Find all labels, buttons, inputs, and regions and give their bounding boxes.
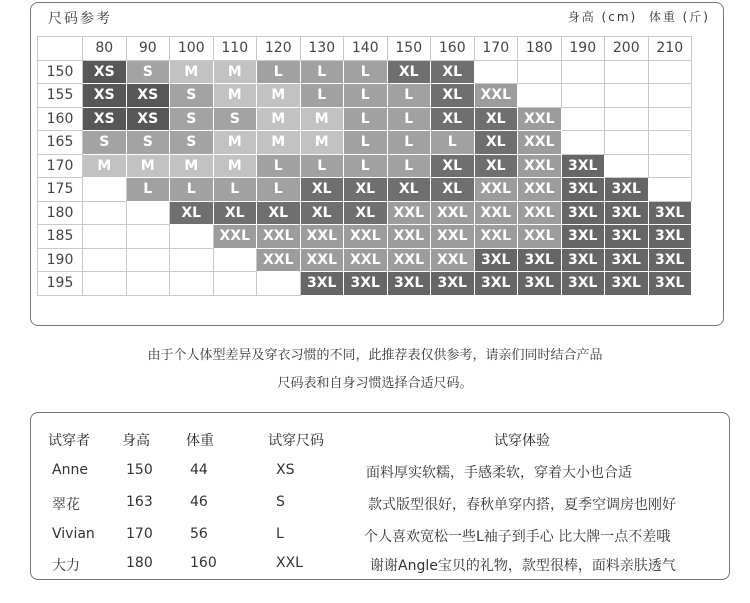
size-row bbox=[38, 154, 692, 178]
size-cell: M bbox=[170, 60, 214, 84]
size-row bbox=[38, 201, 692, 225]
size-cell bbox=[126, 201, 170, 225]
size-cell bbox=[474, 60, 518, 84]
weight-header: 130 bbox=[300, 37, 344, 61]
size-cell: 3XL bbox=[561, 178, 605, 202]
size-cell: S bbox=[170, 84, 214, 108]
size-cell: M bbox=[170, 154, 214, 178]
trial-name: Vivian bbox=[52, 526, 95, 542]
trial-name: 大力 bbox=[52, 558, 80, 574]
trial-weight: 46 bbox=[190, 494, 208, 510]
size-cell: 3XL bbox=[648, 225, 692, 249]
size-cell bbox=[126, 272, 170, 296]
size-cell bbox=[561, 84, 605, 108]
size-cell bbox=[170, 248, 214, 272]
size-cell bbox=[605, 154, 649, 178]
size-cell: XXL bbox=[474, 84, 518, 108]
size-cell: L bbox=[257, 178, 301, 202]
size-cell: XXL bbox=[431, 201, 475, 225]
size-cell: XS bbox=[83, 107, 127, 131]
size-cell bbox=[648, 60, 692, 84]
size-cell: XXL bbox=[474, 178, 518, 202]
size-cell bbox=[213, 248, 257, 272]
size-cell: M bbox=[83, 154, 127, 178]
size-cell: 3XL bbox=[344, 272, 388, 296]
size-cell: XXL bbox=[518, 154, 562, 178]
size-cell: XL bbox=[344, 178, 388, 202]
size-cell: L bbox=[431, 131, 475, 155]
size-cell: XL bbox=[474, 107, 518, 131]
trial-size: S bbox=[276, 494, 285, 510]
size-cell: XXL bbox=[300, 225, 344, 249]
weight-header: 140 bbox=[344, 37, 388, 61]
size-cell bbox=[126, 225, 170, 249]
note-line-1: 由于个人体型差异及穿衣习惯的不同，此推荐表仅供参考，请亲们同时结合产品 bbox=[147, 348, 603, 363]
height-header: 185 bbox=[38, 225, 83, 249]
size-cell bbox=[561, 107, 605, 131]
size-cell: XL bbox=[387, 178, 431, 202]
trial-size: L bbox=[276, 526, 284, 542]
size-cell: 3XL bbox=[387, 272, 431, 296]
size-cell: 3XL bbox=[518, 272, 562, 296]
size-cell: 3XL bbox=[605, 201, 649, 225]
size-cell: 3XL bbox=[648, 248, 692, 272]
size-cell: XL bbox=[257, 201, 301, 225]
size-table bbox=[37, 36, 692, 296]
weight-header: 170 bbox=[474, 37, 518, 61]
weight-header: 190 bbox=[561, 37, 605, 61]
size-row bbox=[38, 272, 692, 296]
size-row bbox=[38, 84, 692, 108]
weight-header: 200 bbox=[605, 37, 649, 61]
size-cell: XL bbox=[474, 131, 518, 155]
trial-height: 150 bbox=[126, 462, 153, 478]
weight-header: 180 bbox=[518, 37, 562, 61]
size-cell: L bbox=[257, 60, 301, 84]
size-cell: 3XL bbox=[605, 225, 649, 249]
size-cell: S bbox=[170, 107, 214, 131]
size-cell: XL bbox=[387, 60, 431, 84]
size-cell: 3XL bbox=[648, 272, 692, 296]
size-cell: M bbox=[213, 84, 257, 108]
size-cell: 3XL bbox=[605, 272, 649, 296]
header-size: 试穿尺码 bbox=[268, 433, 324, 449]
size-cell: XS bbox=[83, 60, 127, 84]
trial-weight: 44 bbox=[190, 462, 208, 478]
size-cell bbox=[213, 272, 257, 296]
weight-header: 90 bbox=[126, 37, 170, 61]
chart-axis-note: 身高 (cm) 体重 (斤) bbox=[567, 10, 710, 24]
size-row bbox=[38, 107, 692, 131]
size-cell: L bbox=[387, 84, 431, 108]
size-cell: L bbox=[300, 154, 344, 178]
size-cell: XXL bbox=[518, 178, 562, 202]
header-weight: 体重 bbox=[186, 433, 214, 449]
size-cell: M bbox=[213, 60, 257, 84]
trial-name: 翠花 bbox=[52, 497, 80, 513]
size-cell: XXL bbox=[431, 225, 475, 249]
height-header: 170 bbox=[38, 154, 83, 178]
height-header: 150 bbox=[38, 60, 83, 84]
size-cell: 3XL bbox=[561, 272, 605, 296]
size-cell: L bbox=[387, 154, 431, 178]
size-cell: XXL bbox=[344, 225, 388, 249]
size-cell: 3XL bbox=[474, 248, 518, 272]
size-cell bbox=[83, 225, 127, 249]
size-cell: 3XL bbox=[518, 248, 562, 272]
size-cell: M bbox=[300, 131, 344, 155]
size-cell bbox=[83, 178, 127, 202]
size-cell: S bbox=[126, 60, 170, 84]
size-row bbox=[38, 131, 692, 155]
trial-height: 163 bbox=[126, 494, 153, 510]
size-row bbox=[38, 248, 692, 272]
size-cell: XL bbox=[344, 201, 388, 225]
size-cell: L bbox=[126, 178, 170, 202]
size-cell bbox=[83, 272, 127, 296]
size-cell: XL bbox=[474, 154, 518, 178]
size-cell: XXL bbox=[387, 201, 431, 225]
size-cell: M bbox=[213, 154, 257, 178]
size-cell bbox=[648, 154, 692, 178]
height-header: 175 bbox=[38, 178, 83, 202]
size-cell bbox=[561, 60, 605, 84]
size-cell: M bbox=[213, 131, 257, 155]
header-height: 身高 bbox=[122, 433, 150, 449]
trial-feedback: 面料厚实软糯，手感柔软，穿着大小也合适 bbox=[366, 465, 632, 481]
size-cell: XXL bbox=[518, 107, 562, 131]
trial-size: XS bbox=[276, 462, 295, 478]
size-cell: XXL bbox=[474, 201, 518, 225]
size-cell: L bbox=[387, 107, 431, 131]
size-cell: L bbox=[344, 107, 388, 131]
size-cell: 3XL bbox=[648, 201, 692, 225]
size-cell: XXL bbox=[257, 225, 301, 249]
corner-cell bbox=[38, 37, 83, 61]
size-cell bbox=[648, 178, 692, 202]
size-cell bbox=[83, 248, 127, 272]
size-cell bbox=[518, 60, 562, 84]
size-cell: L bbox=[300, 84, 344, 108]
size-cell bbox=[605, 131, 649, 155]
size-cell: XS bbox=[126, 84, 170, 108]
size-cell: 3XL bbox=[605, 248, 649, 272]
size-cell: XL bbox=[300, 201, 344, 225]
size-cell: XXL bbox=[213, 225, 257, 249]
trial-feedback: 个人喜欢宽松一些L袖子到手心 比大牌一点不差哦 bbox=[364, 529, 671, 545]
size-cell: XXL bbox=[257, 248, 301, 272]
size-cell: 3XL bbox=[431, 272, 475, 296]
size-cell bbox=[170, 225, 214, 249]
size-cell: XXL bbox=[518, 131, 562, 155]
size-cell: XL bbox=[431, 154, 475, 178]
size-cell: S bbox=[83, 131, 127, 155]
size-cell: XL bbox=[431, 178, 475, 202]
size-cell bbox=[648, 107, 692, 131]
size-cell: XXL bbox=[387, 248, 431, 272]
size-cell: M bbox=[257, 131, 301, 155]
size-cell bbox=[83, 201, 127, 225]
size-cell: S bbox=[126, 131, 170, 155]
header-feedback: 试穿体验 bbox=[494, 433, 550, 449]
size-cell bbox=[126, 248, 170, 272]
size-cell: XL bbox=[170, 201, 214, 225]
size-cell: L bbox=[387, 131, 431, 155]
height-header: 160 bbox=[38, 107, 83, 131]
height-header: 165 bbox=[38, 131, 83, 155]
size-cell: 3XL bbox=[474, 272, 518, 296]
size-cell: 3XL bbox=[561, 154, 605, 178]
size-cell bbox=[605, 84, 649, 108]
note-line-2: 尺码表和自身习惯选择合适尺码。 bbox=[277, 376, 473, 391]
size-cell: L bbox=[344, 154, 388, 178]
size-cell: XL bbox=[213, 201, 257, 225]
weight-header: 80 bbox=[83, 37, 127, 61]
size-cell bbox=[605, 107, 649, 131]
height-header: 155 bbox=[38, 84, 83, 108]
trial-size: XXL bbox=[276, 555, 303, 571]
size-cell: XS bbox=[83, 84, 127, 108]
size-cell bbox=[648, 131, 692, 155]
size-cell: XXL bbox=[431, 248, 475, 272]
size-cell: M bbox=[300, 107, 344, 131]
size-cell: XXL bbox=[474, 225, 518, 249]
size-cell: XXL bbox=[300, 248, 344, 272]
size-cell: XL bbox=[431, 107, 475, 131]
size-cell: L bbox=[170, 178, 214, 202]
size-cell bbox=[257, 272, 301, 296]
trial-name: Anne bbox=[52, 462, 88, 478]
size-cell: XL bbox=[300, 178, 344, 202]
size-cell: XXL bbox=[344, 248, 388, 272]
height-header: 180 bbox=[38, 201, 83, 225]
size-cell: M bbox=[257, 107, 301, 131]
trial-weight: 160 bbox=[190, 555, 217, 571]
size-cell: XS bbox=[126, 107, 170, 131]
height-header: 190 bbox=[38, 248, 83, 272]
header-wearer: 试穿者 bbox=[48, 433, 90, 449]
size-cell: L bbox=[344, 84, 388, 108]
size-cell: L bbox=[344, 131, 388, 155]
size-cell bbox=[518, 84, 562, 108]
size-cell: XXL bbox=[518, 201, 562, 225]
weight-header: 110 bbox=[213, 37, 257, 61]
weight-header-row bbox=[38, 37, 692, 61]
size-row bbox=[38, 225, 692, 249]
size-cell: L bbox=[300, 60, 344, 84]
trial-weight: 56 bbox=[190, 526, 208, 542]
trial-height: 170 bbox=[126, 526, 153, 542]
weight-header: 120 bbox=[257, 37, 301, 61]
trial-feedback: 款式版型很好，春秋单穿内搭，夏季空调房也刚好 bbox=[368, 497, 676, 513]
weight-header: 160 bbox=[431, 37, 475, 61]
size-cell: L bbox=[257, 154, 301, 178]
size-cell: M bbox=[257, 84, 301, 108]
size-cell: XXL bbox=[387, 225, 431, 249]
size-cell: XL bbox=[431, 84, 475, 108]
size-cell: 3XL bbox=[561, 225, 605, 249]
weight-header: 100 bbox=[170, 37, 214, 61]
size-cell: 3XL bbox=[605, 178, 649, 202]
size-cell: L bbox=[213, 178, 257, 202]
size-cell: L bbox=[344, 60, 388, 84]
size-cell: XXL bbox=[518, 225, 562, 249]
trial-height: 180 bbox=[126, 555, 153, 571]
size-cell: 3XL bbox=[561, 248, 605, 272]
size-cell bbox=[170, 272, 214, 296]
size-cell: XL bbox=[431, 60, 475, 84]
size-cell bbox=[648, 84, 692, 108]
size-cell bbox=[605, 60, 649, 84]
size-cell: M bbox=[126, 154, 170, 178]
trial-feedback: 谢谢Angle宝贝的礼物，款型很棒，面料亲肤透气 bbox=[370, 558, 676, 574]
chart-title: 尺码参考 bbox=[48, 11, 112, 27]
size-row bbox=[38, 178, 692, 202]
size-cell: 3XL bbox=[561, 201, 605, 225]
size-cell: S bbox=[170, 131, 214, 155]
size-row bbox=[38, 60, 692, 84]
size-cell: 3XL bbox=[300, 272, 344, 296]
height-header: 195 bbox=[38, 272, 83, 296]
size-cell bbox=[561, 131, 605, 155]
weight-header: 150 bbox=[387, 37, 431, 61]
size-cell: S bbox=[213, 107, 257, 131]
weight-header: 210 bbox=[648, 37, 692, 61]
